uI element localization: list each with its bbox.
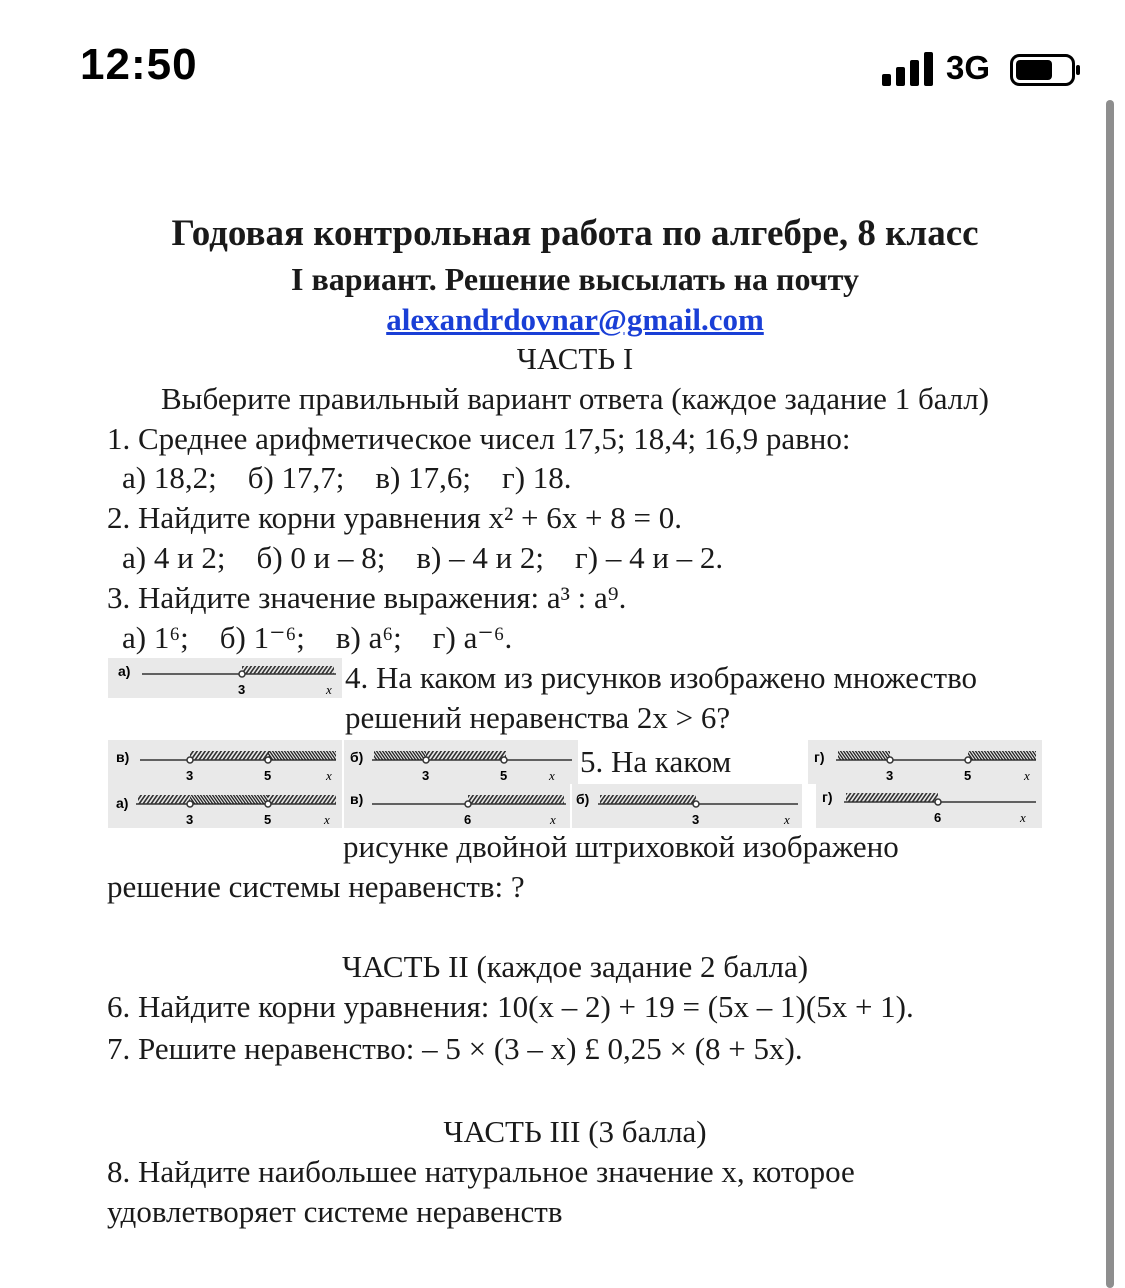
q1-option-d: г) 18. bbox=[502, 460, 572, 495]
doc-title: Годовая контрольная работа по алгебре, 8 класс bbox=[171, 213, 979, 254]
q2-option-b: б) 0 и – 8; bbox=[256, 540, 386, 575]
battery-icon bbox=[1010, 54, 1082, 86]
q5-figure-a bbox=[108, 784, 342, 828]
q5-figure-v2 bbox=[344, 784, 570, 828]
q2-option-a: а) 4 и 2; bbox=[122, 540, 226, 575]
network-type: 3G bbox=[946, 49, 991, 86]
status-time: 12:50 bbox=[80, 40, 198, 89]
question-4-line2: решений неравенства 2x > 6? bbox=[345, 700, 731, 735]
q2-option-d: г) – 4 и – 2. bbox=[575, 540, 724, 575]
q3-options bbox=[122, 618, 512, 658]
q3-option-b: б) 1⁻⁶; bbox=[219, 620, 305, 655]
q1-option-b: б) 17,7; bbox=[247, 460, 345, 495]
q1-option-c: в) 17,6; bbox=[375, 460, 471, 495]
svg-text:x: x bbox=[550, 812, 556, 827]
question-4-line1: 4. На каком из рисунков изображено множество bbox=[345, 660, 978, 695]
svg-text:5: 5 bbox=[264, 768, 272, 783]
doc-subtitle: I вариант. Решение высылать на почту bbox=[291, 261, 859, 297]
svg-text:г): г) bbox=[814, 749, 825, 765]
question-7: 7. Решите неравенство: – 5 × (3 – x) £ 0,25 × (8 + 5x). bbox=[107, 1031, 803, 1066]
q2-equation: x² + 6x + 8 = 0. bbox=[488, 500, 683, 535]
question-1: 1. Среднее арифметическое чисел 17,5; 18,4; 16,9 равно: bbox=[107, 421, 851, 456]
q3-option-d: г) a⁻⁶. bbox=[432, 620, 513, 655]
q4-figure-a bbox=[108, 658, 342, 698]
q1-options bbox=[122, 458, 572, 498]
q2-text: 2. Найдите корни уравнения bbox=[107, 500, 481, 535]
q3-option-c: в) a⁶; bbox=[335, 620, 402, 655]
part1-instruction: Выберите правильный вариант ответа (каждое задание 1 балл) bbox=[160, 381, 990, 416]
svg-text:б): б) bbox=[350, 749, 364, 765]
svg-text:в): в) bbox=[350, 791, 364, 807]
question-5-line3: решение системы неравенств: ? bbox=[107, 869, 525, 904]
part1-heading: ЧАСТЬ I bbox=[516, 341, 634, 376]
q5-figure-g bbox=[808, 740, 1042, 784]
q3-expression: a³ : a⁹. bbox=[546, 580, 627, 615]
svg-text:x: x bbox=[549, 768, 555, 783]
svg-text:3: 3 bbox=[886, 768, 894, 783]
q5-figure-b bbox=[344, 740, 578, 784]
svg-text:3: 3 bbox=[186, 812, 194, 827]
q5-figure-v bbox=[108, 740, 342, 784]
q1-option-a: а) 18,2; bbox=[122, 460, 217, 495]
svg-text:3: 3 bbox=[422, 768, 430, 783]
svg-text:x: x bbox=[784, 812, 790, 827]
part2-heading: ЧАСТЬ II (каждое задание 2 балла) bbox=[341, 949, 809, 984]
svg-text:б): б) bbox=[576, 791, 590, 807]
svg-text:x: x bbox=[326, 682, 332, 697]
email-link[interactable]: alexandrdovnar@gmail.com bbox=[386, 302, 764, 337]
question-2 bbox=[107, 498, 682, 538]
status-bar bbox=[0, 0, 1125, 140]
svg-text:в): в) bbox=[116, 749, 130, 765]
question-5-start: 5. На каком bbox=[580, 744, 732, 779]
svg-text:3: 3 bbox=[186, 768, 194, 783]
svg-text:5: 5 bbox=[964, 768, 972, 783]
q3-text: 3. Найдите значение выражения: bbox=[107, 580, 540, 615]
svg-text:x: x bbox=[326, 768, 332, 783]
svg-text:x: x bbox=[1020, 810, 1026, 825]
svg-text:5: 5 bbox=[264, 812, 272, 827]
svg-text:3: 3 bbox=[692, 812, 700, 827]
svg-text:x: x bbox=[1024, 768, 1030, 783]
signal-icon bbox=[882, 52, 934, 86]
q5-figure-g2 bbox=[816, 784, 1042, 828]
question-8-line2: удовлетворяет системе неравенств bbox=[107, 1194, 563, 1229]
svg-text:6: 6 bbox=[464, 812, 472, 827]
svg-text:5: 5 bbox=[500, 768, 508, 783]
q5-figure-b2 bbox=[572, 784, 802, 828]
svg-text:г): г) bbox=[822, 789, 833, 805]
q2-options bbox=[122, 538, 723, 578]
question-5-line2: рисунке двойной штриховкой изображено bbox=[343, 829, 899, 864]
svg-text:а): а) bbox=[118, 663, 131, 679]
q2-option-c: в) – 4 и 2; bbox=[416, 540, 545, 575]
svg-text:а): а) bbox=[116, 795, 129, 811]
svg-text:3: 3 bbox=[238, 682, 246, 697]
svg-text:6: 6 bbox=[934, 810, 942, 825]
part3-heading: ЧАСТЬ III (3 балла) bbox=[443, 1114, 707, 1149]
q3-option-a: а) 1⁶; bbox=[122, 620, 189, 655]
question-8-line1: 8. Найдите наибольшее натуральное значение x, которое bbox=[107, 1154, 855, 1189]
svg-text:x: x bbox=[324, 812, 330, 827]
question-3 bbox=[107, 578, 626, 618]
question-6: 6. Найдите корни уравнения: 10(x – 2) + 19 = (5x – 1)(5x + 1). bbox=[107, 989, 914, 1024]
